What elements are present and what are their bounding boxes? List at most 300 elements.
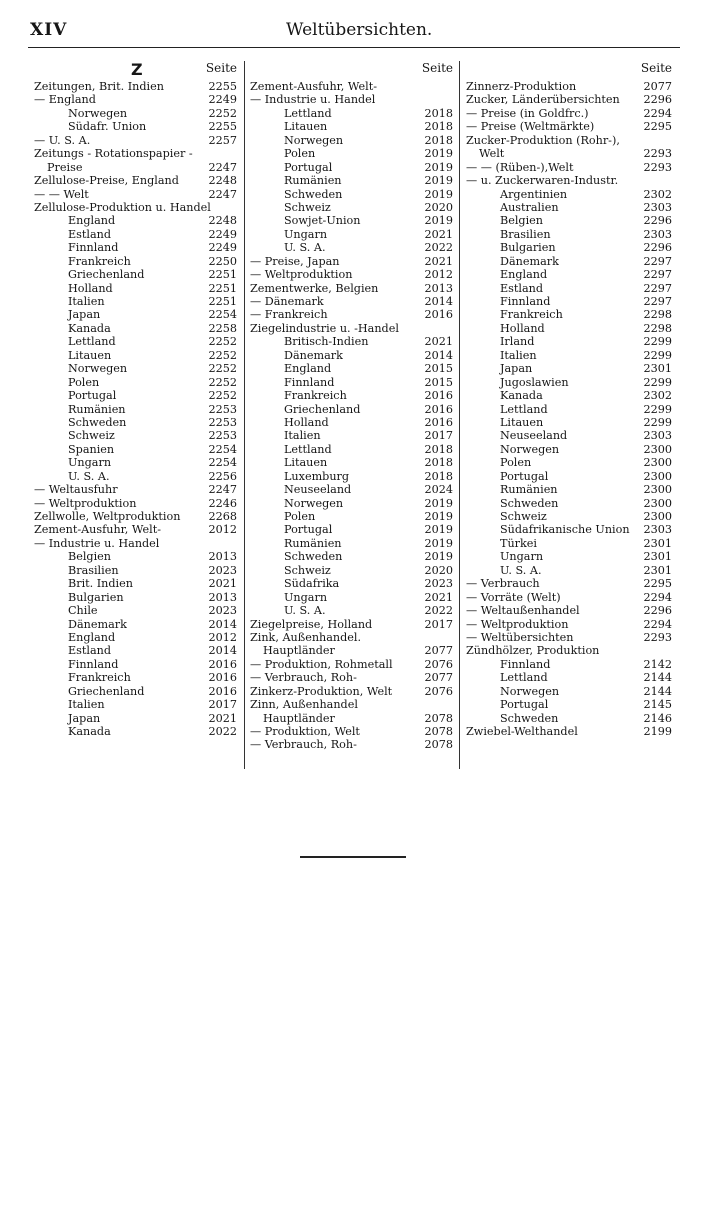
index-entry (34, 537, 237, 550)
index-entry (250, 107, 453, 120)
index-entry (250, 335, 453, 348)
entry-page-number: 2256 (208, 469, 237, 483)
entry-page-number: 2199 (643, 725, 672, 738)
entry-label: Zeitungs - Rotationspapier - (34, 147, 193, 161)
index-entry (250, 349, 453, 362)
index-entry (466, 456, 672, 469)
index-entry (466, 698, 672, 711)
entry-page-number: 2022 (208, 725, 237, 738)
index-entry (34, 120, 237, 133)
index-entry (34, 308, 237, 321)
entry-page-number: 2251 (208, 281, 237, 295)
entry-label: — — Welt (34, 187, 89, 201)
index-entry (34, 550, 237, 563)
entry-label: Finnland (500, 657, 551, 671)
entry-label: Lettland (500, 402, 548, 416)
index-entry (34, 93, 237, 106)
entry-label: Norwegen (68, 362, 128, 376)
index-entry (34, 416, 237, 429)
entry-page-number: 2252 (208, 348, 237, 362)
index-entry (466, 255, 672, 268)
entry-label: Chile (68, 604, 98, 618)
index-entry (250, 497, 453, 510)
entry-page-number: 2247 (208, 187, 237, 201)
entry-page-number: 2076 (424, 684, 453, 698)
entry-page-number: 2021 (208, 711, 237, 725)
footer-rule (300, 856, 406, 858)
entry-label: Zellulose-Produktion u. Handel (34, 200, 211, 214)
entry-page-number: 2300 (643, 510, 672, 523)
index-entry (466, 93, 672, 106)
entry-page-number: 2294 (643, 106, 672, 120)
entry-label: Rumänien (284, 174, 342, 188)
index-entry (250, 201, 453, 214)
index-entry (250, 644, 453, 657)
entry-page-number: 2296 (643, 241, 672, 255)
entry-label: Litauen (284, 456, 328, 470)
section-letter: Z (131, 60, 143, 79)
entry-label: Norwegen (500, 442, 560, 456)
entry-label: Finnland (500, 295, 551, 308)
entry-page-number: 2247 (208, 160, 237, 174)
index-entry (466, 658, 672, 671)
entry-page-number: 2019 (424, 187, 453, 201)
entry-page-number: 2013 (208, 550, 237, 564)
entry-page-number: 2014 (424, 295, 453, 308)
entry-page-number: 2019 (424, 523, 453, 537)
entry-label: Zeitungen, Brit. Indien (34, 80, 164, 93)
entry-label: Zinnerz-Produktion (466, 80, 577, 93)
index-entry (466, 322, 672, 335)
entry-page-number: 2300 (643, 456, 672, 470)
entry-page-number: 2254 (208, 308, 237, 322)
entry-label: Brasilien (500, 227, 551, 241)
entry-page-number: 2300 (643, 469, 672, 483)
entry-page-number: 2016 (424, 389, 453, 403)
entry-page-number: 2297 (643, 281, 672, 295)
index-entry (34, 188, 237, 201)
index-entry (466, 416, 672, 429)
entry-page-number: 2018 (424, 442, 453, 456)
entry-label: — Weltproduktion (34, 496, 137, 510)
index-entry (34, 685, 237, 698)
index-entry (466, 510, 672, 523)
entry-page-number: 2078 (424, 738, 453, 752)
entry-label: Polen (68, 375, 100, 389)
entry-page-number: 2303 (643, 429, 672, 443)
entry-label: Dänemark (68, 617, 127, 631)
entry-page-number: 2251 (208, 268, 237, 282)
entry-page-number: 2301 (643, 362, 672, 376)
entry-page-number: 2021 (424, 590, 453, 604)
entry-page-number: 2301 (643, 536, 672, 550)
entry-label: Ungarn (284, 590, 328, 604)
index-entry (34, 510, 237, 523)
entry-page-number: 2293 (643, 160, 672, 174)
entry-label: England (500, 268, 548, 282)
index-entry (250, 134, 453, 147)
index-entry (250, 698, 453, 711)
index-entry (466, 335, 672, 348)
entry-label: — Dänemark (250, 295, 324, 308)
entry-label: Estland (500, 281, 544, 295)
entry-label: Holland (68, 281, 113, 295)
index-entry (34, 618, 237, 631)
entry-label: Hauptländer (263, 644, 335, 658)
entry-label: Litauen (68, 348, 112, 362)
entry-page-number: 2019 (424, 160, 453, 174)
entry-page-number: 2298 (643, 321, 672, 335)
index-entry (466, 523, 672, 536)
entry-page-number: 2299 (643, 415, 672, 429)
index-entry (34, 631, 237, 644)
index-entry (466, 671, 672, 684)
entry-label: Polen (284, 147, 316, 161)
index-entry (466, 188, 672, 201)
index-entry (466, 550, 672, 563)
column-heading: Seite (640, 61, 672, 75)
index-entry (466, 483, 672, 496)
entry-page-number: 2297 (643, 268, 672, 282)
index-entry (250, 523, 453, 536)
entry-page-number: 2019 (424, 550, 453, 564)
entry-label: Rumänien (284, 536, 342, 550)
entry-label: Rumänien (500, 483, 558, 497)
entry-page-number: 2015 (424, 375, 453, 389)
entry-label: Zementwerke, Belgien (250, 281, 379, 295)
index-entry (34, 591, 237, 604)
entry-page-number: 2255 (208, 80, 237, 93)
entry-page-number: 2298 (643, 308, 672, 322)
index-entry (250, 282, 453, 295)
entry-label: Litauen (284, 120, 328, 134)
index-entry (34, 403, 237, 416)
index-entry (250, 631, 453, 644)
entry-page-number: 2078 (424, 725, 453, 738)
index-entry (34, 564, 237, 577)
index-entry (34, 255, 237, 268)
page-title: Weltübersichten. (286, 20, 433, 40)
index-entry (466, 497, 672, 510)
index-entry (466, 685, 672, 698)
entry-page-number: 2077 (643, 80, 672, 93)
entry-label: Hauptländer (263, 711, 335, 725)
entry-label: Zinn, Außenhandel (250, 698, 358, 712)
entry-label: Welt (479, 147, 505, 161)
index-entry (466, 349, 672, 362)
entry-label: Schweden (284, 187, 343, 201)
entry-page-number: 2016 (424, 308, 453, 322)
index-entry (250, 470, 453, 483)
index-entry (34, 282, 237, 295)
index-entry (34, 335, 237, 348)
index-entry (250, 671, 453, 684)
index-entry (466, 631, 672, 644)
entry-label: Estland (68, 644, 112, 658)
index-entry (466, 376, 672, 389)
entry-label: Schweiz (68, 429, 115, 443)
entry-label: Polen (500, 456, 532, 470)
entry-label: Brit. Indien (68, 577, 133, 591)
index-entry (34, 644, 237, 657)
index-entry (250, 725, 453, 738)
index-entry (34, 349, 237, 362)
index-entry (250, 80, 453, 93)
index-entry (466, 174, 672, 187)
entry-page-number: 2019 (424, 147, 453, 161)
entry-page-number: 2023 (208, 563, 237, 577)
entry-page-number: 2022 (424, 604, 453, 618)
index-entry (34, 443, 237, 456)
entry-label: England (284, 362, 332, 376)
index-entry (466, 470, 672, 483)
index-entry (250, 255, 453, 268)
entry-page-number: 2077 (424, 644, 453, 658)
entry-page-number: 2018 (424, 456, 453, 470)
index-entry (466, 268, 672, 281)
entry-page-number: 2253 (208, 415, 237, 429)
entry-label: — Preise (Weltmärkte) (466, 120, 595, 134)
entry-page-number: 2249 (208, 93, 237, 107)
entry-label: Südafrika (284, 577, 340, 591)
index-entry (466, 308, 672, 321)
entry-page-number: 2253 (208, 402, 237, 416)
entry-page-number: 2017 (424, 617, 453, 631)
index-entry (250, 685, 453, 698)
index-entry (250, 550, 453, 563)
index-entry (466, 241, 672, 254)
index-column-1 (34, 61, 237, 738)
entry-page-number: 2023 (424, 577, 453, 591)
entry-label: Schweden (500, 496, 559, 510)
entry-label: Zucker, Länderübersichten (466, 93, 620, 107)
index-entry (466, 134, 672, 147)
index-entry (250, 174, 453, 187)
entry-page-number: 2268 (208, 510, 237, 523)
entry-label: Frankreich (68, 254, 131, 268)
entry-page-number: 2012 (424, 268, 453, 282)
entry-page-number: 2023 (208, 604, 237, 618)
index-entry (34, 497, 237, 510)
entry-label: Portugal (500, 469, 549, 483)
entry-label: — u. Zuckerwaren-Industr. (466, 174, 619, 188)
entry-page-number: 2019 (424, 536, 453, 550)
entry-label: Australien (500, 200, 559, 214)
index-entry (466, 725, 672, 738)
index-entry (34, 456, 237, 469)
index-entry (466, 214, 672, 227)
entry-label: Zellulose-Preise, England (34, 174, 179, 188)
entry-label: Litauen (500, 415, 544, 429)
entry-page-number: 2294 (643, 617, 672, 631)
index-entry (34, 429, 237, 442)
index-entry (34, 671, 237, 684)
index-entry (250, 429, 453, 442)
entry-label: Rumänien (68, 402, 126, 416)
entry-page-number: 2297 (643, 254, 672, 268)
entry-label: Südafr. Union (68, 120, 147, 134)
entry-page-number: 2018 (424, 469, 453, 483)
index-entry (250, 389, 453, 402)
index-entry (250, 712, 453, 725)
entry-page-number: 2016 (424, 402, 453, 416)
index-entry (34, 161, 237, 174)
entry-page-number: 2014 (424, 348, 453, 362)
entry-label: Südafrikanische Union (500, 523, 630, 537)
entry-page-number: 2253 (208, 429, 237, 443)
entry-page-number: 2019 (424, 214, 453, 228)
entry-page-number: 2246 (208, 496, 237, 510)
entry-label: Japan (68, 711, 101, 725)
entry-page-number: 2294 (643, 590, 672, 604)
index-entry (250, 93, 453, 106)
entry-page-number: 2300 (643, 496, 672, 510)
entry-label: Kanada (500, 389, 543, 403)
entry-label: Spanien (68, 442, 115, 456)
index-entry (250, 658, 453, 671)
entry-label: Finnland (284, 375, 335, 389)
entry-page-number: 2024 (424, 483, 453, 497)
entry-page-number: 2012 (208, 523, 237, 537)
index-entry (250, 295, 453, 308)
entry-label: Schweden (284, 550, 343, 564)
index-entry (34, 376, 237, 389)
entry-label: — Weltproduktion (466, 617, 569, 631)
entry-label: — Verbrauch, Roh- (250, 671, 357, 685)
entry-page-number: 2300 (643, 442, 672, 456)
index-entry (34, 241, 237, 254)
index-column-3 (466, 61, 672, 738)
entry-label: Norwegen (68, 106, 128, 120)
entry-page-number: 2299 (643, 335, 672, 349)
entry-page-number: 2015 (424, 362, 453, 376)
entry-label: — Weltausfuhr (34, 483, 118, 497)
index-entry (250, 268, 453, 281)
index-entry (250, 322, 453, 335)
entry-label: Norwegen (284, 496, 344, 510)
index-entry (250, 147, 453, 160)
entry-label: — Produktion, Rohmetall (250, 657, 393, 671)
entry-page-number: 2295 (643, 120, 672, 134)
index-entry (466, 443, 672, 456)
entry-label: Britisch-Indien (284, 335, 369, 349)
entry-label: Kanada (68, 725, 111, 738)
entry-label: Zement-Ausfuhr, Welt- (34, 523, 161, 537)
index-entry (34, 470, 237, 483)
entry-page-number: 2257 (208, 133, 237, 147)
entry-label: Neuseeland (284, 483, 352, 497)
entry-label: Portugal (68, 389, 117, 403)
entry-page-number: 2020 (424, 200, 453, 214)
entry-label: Brasilien (68, 563, 119, 577)
index-entry (34, 577, 237, 590)
entry-label: — Weltübersichten (466, 630, 574, 644)
entry-label: — Produktion, Welt (250, 725, 360, 738)
entry-label: Sowjet-Union (284, 214, 361, 228)
entry-label: Frankreich (500, 308, 563, 322)
entry-page-number: 2013 (208, 590, 237, 604)
index-entry (466, 389, 672, 402)
entry-label: — Industrie u. Handel (250, 93, 376, 107)
entry-label: Japan (68, 308, 101, 322)
index-entry (466, 107, 672, 120)
entry-page-number: 2299 (643, 348, 672, 362)
entry-label: Zucker-Produktion (Rohr-), (466, 133, 620, 147)
entry-label: Ungarn (500, 550, 544, 564)
entry-page-number: 2249 (208, 227, 237, 241)
index-entry (250, 403, 453, 416)
entry-page-number: 2076 (424, 657, 453, 671)
entry-label: Jugoslawien (500, 375, 569, 389)
index-entry (466, 618, 672, 631)
entry-label: Ziegelindustrie u. -Handel (250, 321, 399, 335)
entry-page-number: 2017 (208, 698, 237, 712)
entry-label: Finnland (68, 241, 119, 255)
entry-label: Portugal (284, 523, 333, 537)
index-entry (466, 161, 672, 174)
entry-label: Luxemburg (284, 469, 350, 483)
entry-page-number: 2252 (208, 375, 237, 389)
entry-page-number: 2258 (208, 321, 237, 335)
index-entry (466, 201, 672, 214)
entry-label: — Verbrauch (466, 577, 540, 591)
index-entry (34, 322, 237, 335)
entry-label: Bulgarien (68, 590, 124, 604)
index-entry (34, 134, 237, 147)
entry-page-number: 2018 (424, 133, 453, 147)
entry-page-number: 2020 (424, 563, 453, 577)
entry-page-number: 2252 (208, 362, 237, 376)
entry-page-number: 2296 (643, 604, 672, 618)
entry-page-number: 2255 (208, 120, 237, 134)
entry-page-number: 2144 (643, 684, 672, 698)
entry-label: — U. S. A. (34, 133, 91, 147)
entry-label: Schweiz (284, 200, 331, 214)
entry-label: Ungarn (284, 227, 328, 241)
entry-page-number: 2254 (208, 442, 237, 456)
entry-page-number: 2293 (643, 147, 672, 161)
column-divider-right (459, 61, 460, 769)
index-entry (250, 510, 453, 523)
entry-label: Griechenland (68, 684, 145, 698)
entry-label: U. S. A. (500, 563, 542, 577)
index-entry (250, 120, 453, 133)
entry-label: Italien (284, 429, 321, 443)
entry-page-number: 2142 (643, 657, 672, 671)
index-entry (250, 188, 453, 201)
entry-label: — Vorräte (Welt) (466, 590, 561, 604)
entry-label: Norwegen (284, 133, 344, 147)
entry-label: — England (34, 93, 96, 107)
entry-label: Schweiz (284, 563, 331, 577)
entry-label: Griechenland (284, 402, 361, 416)
entry-label: Portugal (500, 698, 549, 712)
index-entry (466, 80, 672, 93)
index-entry (34, 725, 237, 738)
entry-page-number: 2301 (643, 563, 672, 577)
entry-label: Holland (500, 321, 545, 335)
entry-page-number: 2249 (208, 241, 237, 255)
entry-page-number: 2022 (424, 241, 453, 255)
entry-page-number: 2016 (208, 684, 237, 698)
index-entry (250, 161, 453, 174)
entry-label: Italien (68, 295, 105, 308)
entry-page-number: 2303 (643, 523, 672, 537)
entry-label: Norwegen (500, 684, 560, 698)
column-heading: Seite (421, 61, 453, 75)
index-entry (34, 389, 237, 402)
entry-page-number: 2019 (424, 496, 453, 510)
